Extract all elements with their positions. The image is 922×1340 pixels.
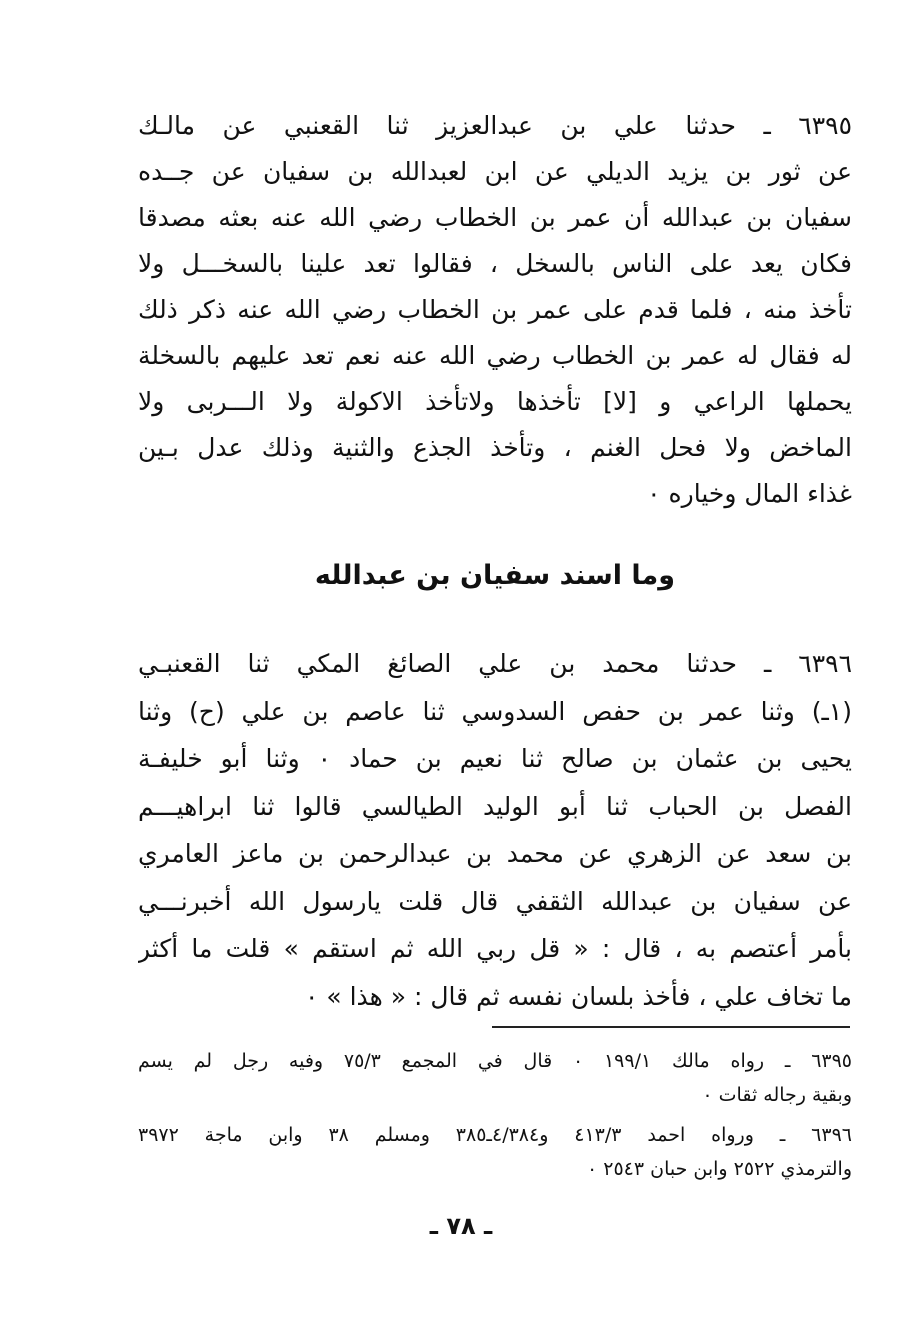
text-line: عن ثور بن يزيد الديلي عن ابن لعبدالله بن سفيان عن جــده [138,157,852,186]
hadith-6395-paragraph [138,103,852,517]
text-line: ٦٣٩٥ ـ حدثنا علي بن عبدالعزيز ثنا القعنبي عن مالـك [138,111,852,140]
text-line: عن سفيان بن عبدالله الثقفي قال قلت يارسول الله أخبرنـــي [138,886,852,916]
text-line: تأخذ منه ، فلما قدم على عمر بن الخطاب رضي الله عنه ذكر ذلك [138,295,852,324]
text-line: (١ـ) وثنا عمر بن حفص السدوسي ثنا عاصم بن علي (ح) وثنا [138,696,852,726]
footnote-divider [492,1026,850,1028]
text-line: الفصل بن الحباب ثنا أبو الوليد الطيالسي قالوا ثنا ابراهيـــم [138,791,852,821]
text-line: ٦٣٩٦ ـ حدثنا محمد بن علي الصائغ المكي ثنا القعنبـي [138,649,852,678]
footnote-6395-line-1: ٦٣٩٥ ـ رواه مالك ١٩٩/١ ٠ قال في المجمع ٧٥/٣ وفيه رجل لم يسم [138,1050,852,1072]
footnote-6395-line-2: وبقية رجاله ثقات ٠ [702,1084,852,1106]
text-line: غذاء المال وخياره ٠ [647,479,852,508]
text-line: سفيان بن عبدالله أن عمر بن الخطاب رضي الله عنه بعثه مصدقا [138,203,852,232]
footnote-6396-line-1: ٦٣٩٦ ـ ورواه احمد ٤١٣/٣ و٤/٣٨٤ـ٣٨٥ ومسلم ٣٨ وابن ماجة ٣٩٧٢ [138,1124,852,1146]
text-line: بأمر أعتصم به ، قال : « قل ربي الله ثم استقم » قلت ما أكثر [138,934,852,963]
section-heading: وما اسند سفيان بن عبدالله [314,560,676,591]
page-number: ـ ٧٨ ـ [429,1212,493,1240]
text-line: الماخض ولا فحل الغنم ، وتأخذ الجذع والثنية وذلك عدل بـين [138,433,852,462]
text-line: له فقال له عمر بن الخطاب رضي الله عنه نعم تعد عليهم بالسخلة [138,341,852,370]
text-line: بن سعد عن الزهري عن محمد بن عبدالرحمن بن ماعز العامري [138,839,852,868]
text-line: فكان يعد على الناس بالسخل ، فقالوا تعد علينا بالسخـــل ولا [138,249,852,278]
text-line: يحملها الراعي و [لا] تأخذها ولاتأخذ الاكولة ولا الـــربى ولا [138,387,852,416]
text-line: يحيى بن عثمان بن صالح ثنا نعيم بن حماد ٠ وثنا أبو خليفـة [138,744,852,773]
text-line: ما تخاف علي ، فأخذ بلسان نفسه ثم قال : « هذا » ٠ [304,981,852,1011]
hadith-6396-paragraph [138,640,852,1020]
footnote-6396-line-2: والترمذي ٢٥٢٢ وابن حبان ٢٥٤٣ ٠ [587,1158,852,1180]
